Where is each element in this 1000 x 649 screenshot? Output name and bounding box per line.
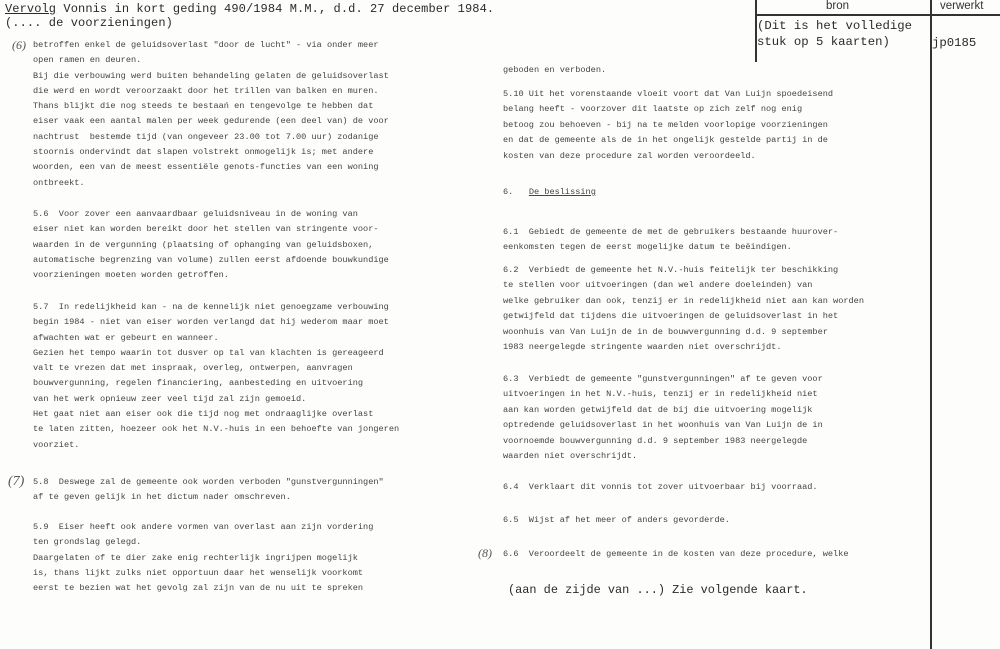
text-line: is, thans lijkt zulks niet opportuun daar het wenselijk voorkomt — [33, 567, 364, 578]
processed-code: jp0185 — [932, 36, 977, 50]
paragraph-6-3 — [503, 372, 823, 464]
text-line: stoornis ondervindt dat slapen volstrekt onmogelijk is; met andere — [33, 147, 374, 158]
text-line: voorzieningen moeten worden getroffen. — [33, 270, 229, 281]
text-line: 5.7 In redelijkheid kan - na de kennelijk niet genoegzame verbouwing — [33, 302, 389, 312]
paragraph-6-4 — [503, 480, 818, 495]
paragraph-5-8 — [33, 475, 384, 506]
text-line: eenkomsten tegen de eerst mogelijke datum te beëindigen. — [503, 242, 792, 253]
text-line: voorziet. — [33, 439, 80, 450]
text-line: eerst te bezien wat het gevolg zal zijn van de nu uit te spreken — [33, 583, 364, 594]
text-line: 6.5 Wijst af het meer of anders gevorderde. — [503, 515, 730, 525]
text-line: 5.10 Uit het vorenstaande vloeit voort dat Van Luijn spoedeisend — [503, 89, 834, 99]
text-line: 6.3 Verbiedt de gemeente "gunstvergunningen" af te geven voor — [503, 374, 823, 384]
text-line: woonhuis van Van Luijn de in de bouwvergunning d.d. 9 september — [503, 326, 828, 337]
paragraph-6-5 — [503, 513, 730, 528]
text-line: ontbreekt. — [33, 177, 85, 188]
paragraph-5-10 — [503, 87, 833, 164]
text-line: automatische begrenzing van volume) zullen eerst afdoende bouwkundige — [33, 254, 389, 265]
paragraph-6-1 — [503, 225, 838, 256]
text-line: optredende geluidsoverlast in het woonhuis van Van Luijn de in — [503, 420, 823, 431]
text-line: eiser vaak een aantal malen per week gedurende (een deel van) de voor — [33, 116, 389, 127]
text-line: afwachten wat er gebeurt en wanneer. — [33, 332, 219, 343]
text-line: ten grondslag gelegd. — [33, 537, 142, 548]
text-line: aan kan worden getwijfeld dat de bij die uitvoering mogelijk — [503, 404, 813, 415]
text-line: welke gebruiker dan ook, tenzij er in redelijkheid niet aan kan worden — [503, 295, 864, 306]
processed-column-header: verwerkt — [940, 0, 984, 12]
text-line: 6.4 Verklaart dit vonnis tot zover uitvoerbaar bij voorraad. — [503, 482, 818, 492]
source-column-header: bron — [826, 0, 850, 12]
margin-note-6: (6) — [12, 38, 26, 52]
text-line: 1983 neergelegde stringente waarden niet overschrijdt. — [503, 342, 782, 353]
text-line: 6.6 Veroordeelt de gemeente in de kosten van deze procedure, welke — [503, 549, 849, 559]
paragraph-5-9 — [33, 520, 373, 596]
text-line: Thans blijkt die nog steeds te bestaań en tengevolge te hebben dat — [33, 101, 374, 112]
text-line: en dat de gemeente als de in het ongelijk gestelde partij in de — [503, 135, 828, 146]
text-line: eiser niet kan worden bereikt door het stellen van stringente voor- — [33, 224, 379, 235]
source-note-line: (Dit is het volledige — [757, 19, 912, 33]
text-line: woorden, een van de meest essentiële genots-functies van een woning — [33, 162, 379, 173]
text-line: 6.1 Gebiedt de gemeente de met de gebruikers bestaande huurover- — [503, 227, 839, 237]
text-line: van het werk opnieuw zeer veel tijd zal zijn gemoeid. — [33, 393, 307, 404]
section-number: 6. — [503, 187, 514, 197]
text-line: bouwvergunning, regelen financiering, aanbesteding en uitvoering — [33, 378, 364, 389]
text-line: nachtrust bestemde tijd (van ongeveer 23.00 tot 7.00 uur) zodanige — [33, 131, 379, 142]
text-line: open ramen en deuren. — [33, 55, 142, 66]
text-line: waarden in de vergunning (plaatsing of ophanging van geluidsboxen, — [33, 239, 374, 250]
text-line: Bij die verbouwing werd buiten behandeling gelaten de geluidsoverlast — [33, 70, 389, 81]
text-line: Daargelaten of te dier zake enig rechterlijk ingrijpen mogelijk — [33, 552, 358, 563]
text-line: Het gaat niet aan eiser ook die tijd nog met ondraaglijke overlast — [33, 409, 374, 420]
margin-note-7: (7) — [8, 474, 25, 489]
document-subtitle: (.... de voorzieningen) — [5, 16, 173, 30]
text-line: uitvoeringen in het N.V.-huis, tenzij er in redelijkheid niet — [503, 389, 818, 400]
paragraph-6-6 — [503, 547, 849, 562]
text-line: 6.2 Verbiedt de gemeente het N.V.-huis feitelijk ter beschikking — [503, 265, 839, 275]
text-line: Gezien het tempo waarin tot dusver op tal van klachten is gereageerd — [33, 347, 384, 358]
text-line: 5.6 Voor zover een aanvaardbaar geluidsniveau in de woning van — [33, 209, 358, 219]
text-line: af te geven gelijk in het dictum nader omschreven. — [33, 492, 291, 503]
text-line: valt te vrezen dat met inspraak, overleg, ontwerpen, aanvragen — [33, 363, 353, 374]
title-prefix: Vervolg — [5, 2, 57, 16]
text-line: waarden niet overschrijdt. — [503, 451, 638, 462]
document-title — [5, 2, 494, 16]
paragraph-6-2 — [503, 263, 864, 355]
paragraph-continuation-right — [503, 63, 606, 78]
text-line: geboden en verboden. — [503, 65, 607, 75]
section-title: De beslissing — [528, 187, 596, 197]
paragraph-5-6 — [33, 207, 389, 283]
paragraph-continuation — [33, 38, 389, 191]
text-line: te stellen voor uitvoeringen (dan wel andere doeleinden) van — [503, 280, 813, 291]
text-line: die werd en wordt veroorzaakt door het trillen van balken en muren. — [33, 85, 379, 96]
text-line: kosten van deze procedure zal worden veroordeeld. — [503, 150, 756, 161]
paragraph-5-7 — [33, 300, 399, 453]
text-line: belang heeft - voorzover dit laatste op zich zelf nog enig — [503, 104, 803, 115]
text-line: voornoemde bouwvergunning d.d. 9 september 1983 neergelegde — [503, 435, 808, 446]
title-rest: Vonnis in kort geding 490/1984 M.M., d.d. 27 december 1984. — [56, 2, 495, 16]
text-line: te laten zitten, hoezeer ook het N.V.-huis in een behoefte van jongeren — [33, 424, 400, 435]
text-line: 5.8 Deswege zal de gemeente ook worden verboden "gunstvergunningen" — [33, 477, 384, 487]
text-line: 5.9 Eiser heeft ook andere vormen van overlast aan zijn vordering — [33, 522, 374, 532]
source-note-line: stuk op 5 kaarten) — [757, 35, 890, 49]
text-line: getwijfeld dat tijdens die uitvoeringen de geluidsoverlast in het — [503, 311, 839, 322]
box-divider-right — [930, 0, 932, 649]
text-line: betroffen enkel de geluidsoverlast "door de lucht" - via onder meer — [33, 40, 379, 50]
section-heading — [503, 185, 596, 200]
text-line: begin 1984 - niet van eiser worden verlangd dat hij wederom maar moet — [33, 317, 389, 328]
margin-note-8: (8) — [478, 546, 492, 560]
continuation-note: (aan de zijde van ...) Zie volgende kaart. — [508, 583, 808, 597]
text-line: betoog zou behoeven - bij na te melden voorlopige voorzieningen — [503, 119, 828, 130]
box-header-rule — [755, 14, 1000, 16]
